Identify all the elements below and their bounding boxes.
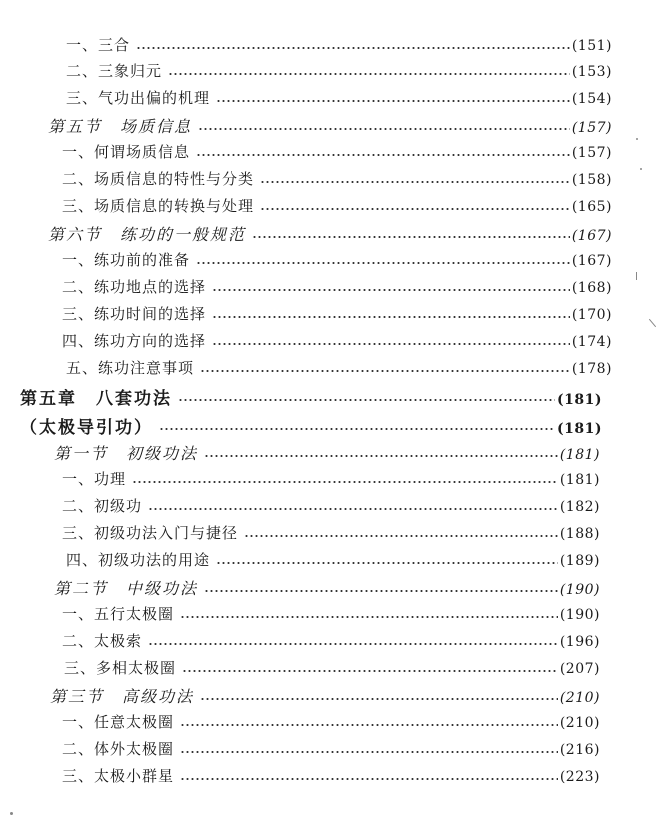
scan-speck <box>10 812 13 815</box>
dot-leader <box>178 398 555 402</box>
toc-entry-title: 一、五行太极圈 <box>62 605 175 623</box>
toc-entry-page-number: (223) <box>559 769 600 785</box>
toc-entry-page-number: (190) <box>559 607 600 623</box>
toc-entry-title: 第五节 场质信息 <box>48 117 193 136</box>
dot-leader <box>252 235 570 239</box>
toc-entry-title: 第三节 高级功法 <box>50 687 195 706</box>
toc-entry-page-number: (167) <box>571 253 612 269</box>
toc-entry-title: （太极导引功） <box>20 418 153 438</box>
dot-leader <box>244 534 558 538</box>
toc-entry-page-number: (207) <box>559 661 600 677</box>
toc-entry <box>62 330 612 351</box>
dot-leader <box>260 207 570 211</box>
toc-entry <box>66 87 612 108</box>
toc-entry <box>62 630 600 651</box>
dot-leader <box>180 777 558 781</box>
toc-entry <box>64 657 600 678</box>
toc-entry <box>66 549 600 570</box>
toc-entry <box>66 34 612 55</box>
dot-leader <box>200 697 558 701</box>
toc-entry-page-number: (181) <box>557 392 602 408</box>
toc-entry <box>62 711 600 732</box>
toc-entry-page-number: (157) <box>571 145 612 161</box>
toc-entry-title: 一、功理 <box>62 470 127 488</box>
toc-entry-title: 二、场质信息的特性与分类 <box>62 170 255 188</box>
dot-leader <box>200 369 570 373</box>
scan-speck <box>636 138 638 140</box>
toc-entry-page-number: (154) <box>571 91 612 107</box>
toc-entry <box>62 738 600 759</box>
dot-leader <box>136 46 570 50</box>
toc-section <box>50 684 600 707</box>
dot-leader <box>180 723 558 727</box>
dot-leader <box>212 342 570 346</box>
toc-entry-page-number: (196) <box>559 634 600 650</box>
toc-entry-title: 第五章 八套功法 <box>20 389 172 409</box>
toc-entry-title: 二、初级功 <box>62 497 143 515</box>
dot-leader <box>212 315 570 319</box>
toc-entry-title: 三、场质信息的转换与处理 <box>62 197 255 215</box>
toc-entry <box>66 60 612 81</box>
toc-entry-title: 三、练功时间的选择 <box>62 305 207 323</box>
toc-entry-page-number: (158) <box>571 172 612 188</box>
dot-leader <box>216 561 558 565</box>
dot-leader <box>168 72 570 76</box>
dot-leader <box>148 507 558 511</box>
toc-entry-title: 二、体外太极圈 <box>62 740 175 758</box>
toc-entry-page-number: (151) <box>571 38 612 54</box>
toc-chapter <box>20 384 602 409</box>
toc-entry-page-number: (165) <box>571 199 612 215</box>
toc-entry-page-number: (167) <box>571 228 612 244</box>
toc-entry-title: 第六节 练功的一般规范 <box>48 225 247 244</box>
toc-entry <box>62 495 600 516</box>
scan-speck <box>636 272 637 280</box>
toc-entry-title: 二、太极索 <box>62 632 143 650</box>
toc-entry-title: 第一节 初级功法 <box>54 444 199 463</box>
toc-entry-page-number: (182) <box>559 499 600 515</box>
toc-entry-title: 一、何谓场质信息 <box>62 143 191 161</box>
toc-entry-title: 第二节 中级功法 <box>54 579 199 598</box>
toc-entry <box>62 522 600 543</box>
toc-entry <box>62 168 612 189</box>
dot-leader <box>260 180 570 184</box>
toc-entry-title: 一、任意太极圈 <box>62 713 175 731</box>
toc-section <box>54 441 600 464</box>
toc-entry-title: 二、练功地点的选择 <box>62 278 207 296</box>
dot-leader <box>148 642 558 646</box>
toc-entry <box>66 357 612 378</box>
toc-entry-page-number: (181) <box>559 447 600 463</box>
toc-entry-title: 三、气功出偏的机理 <box>66 89 211 107</box>
toc-entry-page-number: (157) <box>571 120 612 136</box>
dot-leader <box>204 589 558 593</box>
dot-leader <box>196 261 570 265</box>
toc-entry <box>62 468 600 489</box>
dot-leader <box>132 480 558 484</box>
dot-leader <box>180 750 558 754</box>
toc-section <box>54 576 600 599</box>
toc-entry <box>62 249 612 270</box>
toc-entry <box>62 195 612 216</box>
toc-entry-title: 一、三合 <box>66 36 131 54</box>
toc-entry-page-number: (210) <box>559 690 600 706</box>
dot-leader <box>182 669 558 673</box>
toc-entry <box>62 603 600 624</box>
toc-entry-page-number: (210) <box>559 715 600 731</box>
toc-entry-page-number: (188) <box>559 526 600 542</box>
toc-entry-title: 三、多相太极圈 <box>64 659 177 677</box>
scan-speck <box>649 319 656 327</box>
toc-section <box>48 114 612 137</box>
dot-leader <box>198 127 570 131</box>
toc-entry <box>62 276 612 297</box>
toc-entry <box>62 303 612 324</box>
toc-entry-title: 三、太极小群星 <box>62 767 175 785</box>
dot-leader <box>212 288 570 292</box>
toc-chapter <box>20 413 602 438</box>
toc-entry-page-number: (174) <box>571 334 612 350</box>
dot-leader <box>204 454 558 458</box>
toc-entry-page-number: (170) <box>571 307 612 323</box>
toc-entry <box>62 141 612 162</box>
toc-entry-page-number: (190) <box>559 582 600 598</box>
dot-leader <box>180 615 558 619</box>
toc-entry-page-number: (181) <box>559 472 600 488</box>
toc-entry-title: 一、练功前的准备 <box>62 251 191 269</box>
toc-entry-page-number: (168) <box>571 280 612 296</box>
dot-leader <box>196 153 570 157</box>
toc-entry-title: 二、三象归元 <box>66 62 163 80</box>
scan-speck <box>640 168 642 170</box>
toc-entry-page-number: (189) <box>559 553 600 569</box>
dot-leader <box>216 99 570 103</box>
toc-entry-title: 四、初级功法的用途 <box>66 551 211 569</box>
toc-entry-title: 四、练功方向的选择 <box>62 332 207 350</box>
dot-leader <box>159 427 555 431</box>
toc-entry <box>62 765 600 786</box>
toc-entry-page-number: (153) <box>571 64 612 80</box>
toc-entry-page-number: (181) <box>557 421 602 437</box>
toc-entry-title: 五、练功注意事项 <box>66 359 195 377</box>
toc-section <box>48 222 612 245</box>
toc-entry-title: 三、初级功法入门与捷径 <box>62 524 239 542</box>
toc-entry-page-number: (178) <box>571 361 612 377</box>
toc-entry-page-number: (216) <box>559 742 600 758</box>
